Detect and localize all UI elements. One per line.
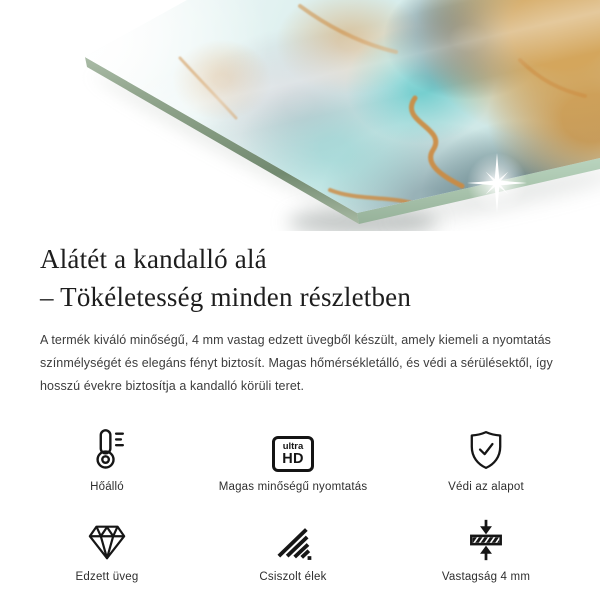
thickness-arrows-icon — [464, 514, 508, 562]
feature-label: Edzett üveg — [75, 571, 139, 583]
product-image — [0, 0, 600, 231]
feature-label: Vastagság 4 mm — [441, 571, 531, 583]
feature-label: Hőálló — [90, 481, 124, 493]
title-line-1: Alátét a kandalló alá — [40, 244, 267, 274]
thermometer-icon — [84, 424, 130, 472]
polished-edges-icon — [272, 514, 314, 562]
diamond-icon — [84, 514, 130, 562]
feature-thickness-4mm — [412, 514, 560, 583]
ultra-hd-icon-text-bottom: HD — [282, 451, 304, 467]
title-line-2: – Tökéletesség minden részletben — [40, 282, 412, 312]
feature-protects-base — [412, 424, 560, 493]
feature-label: Védi az alapot — [448, 481, 524, 493]
feature-grid — [40, 424, 560, 583]
feature-heat-resistant — [40, 424, 174, 493]
feature-polished-edges — [174, 514, 412, 583]
feature-label: Magas minőségű nyomtatás — [218, 481, 368, 493]
ultra-hd-icon — [272, 424, 314, 472]
feature-label: Csiszolt élek — [259, 571, 327, 583]
feature-ultra-hd-print — [174, 424, 412, 493]
product-description: A termék kiváló minőségű, 4 mm vastag edzett üvegből készült, amely kiemeli a nyomtatás színmélységét és elegáns fényt biztosít. Magas hőmérsékletálló, és védi a sérülésektől, így hosszú évekre biztosítja a kandalló körüli teret. — [40, 333, 553, 393]
product-description-section — [0, 240, 600, 583]
shield-check-icon — [464, 424, 508, 472]
ultra-hd-icon-text-top: ultra — [282, 441, 304, 452]
page-title — [40, 240, 560, 316]
feature-tempered-glass — [40, 514, 174, 583]
sparkle-flare-icon — [465, 151, 529, 215]
